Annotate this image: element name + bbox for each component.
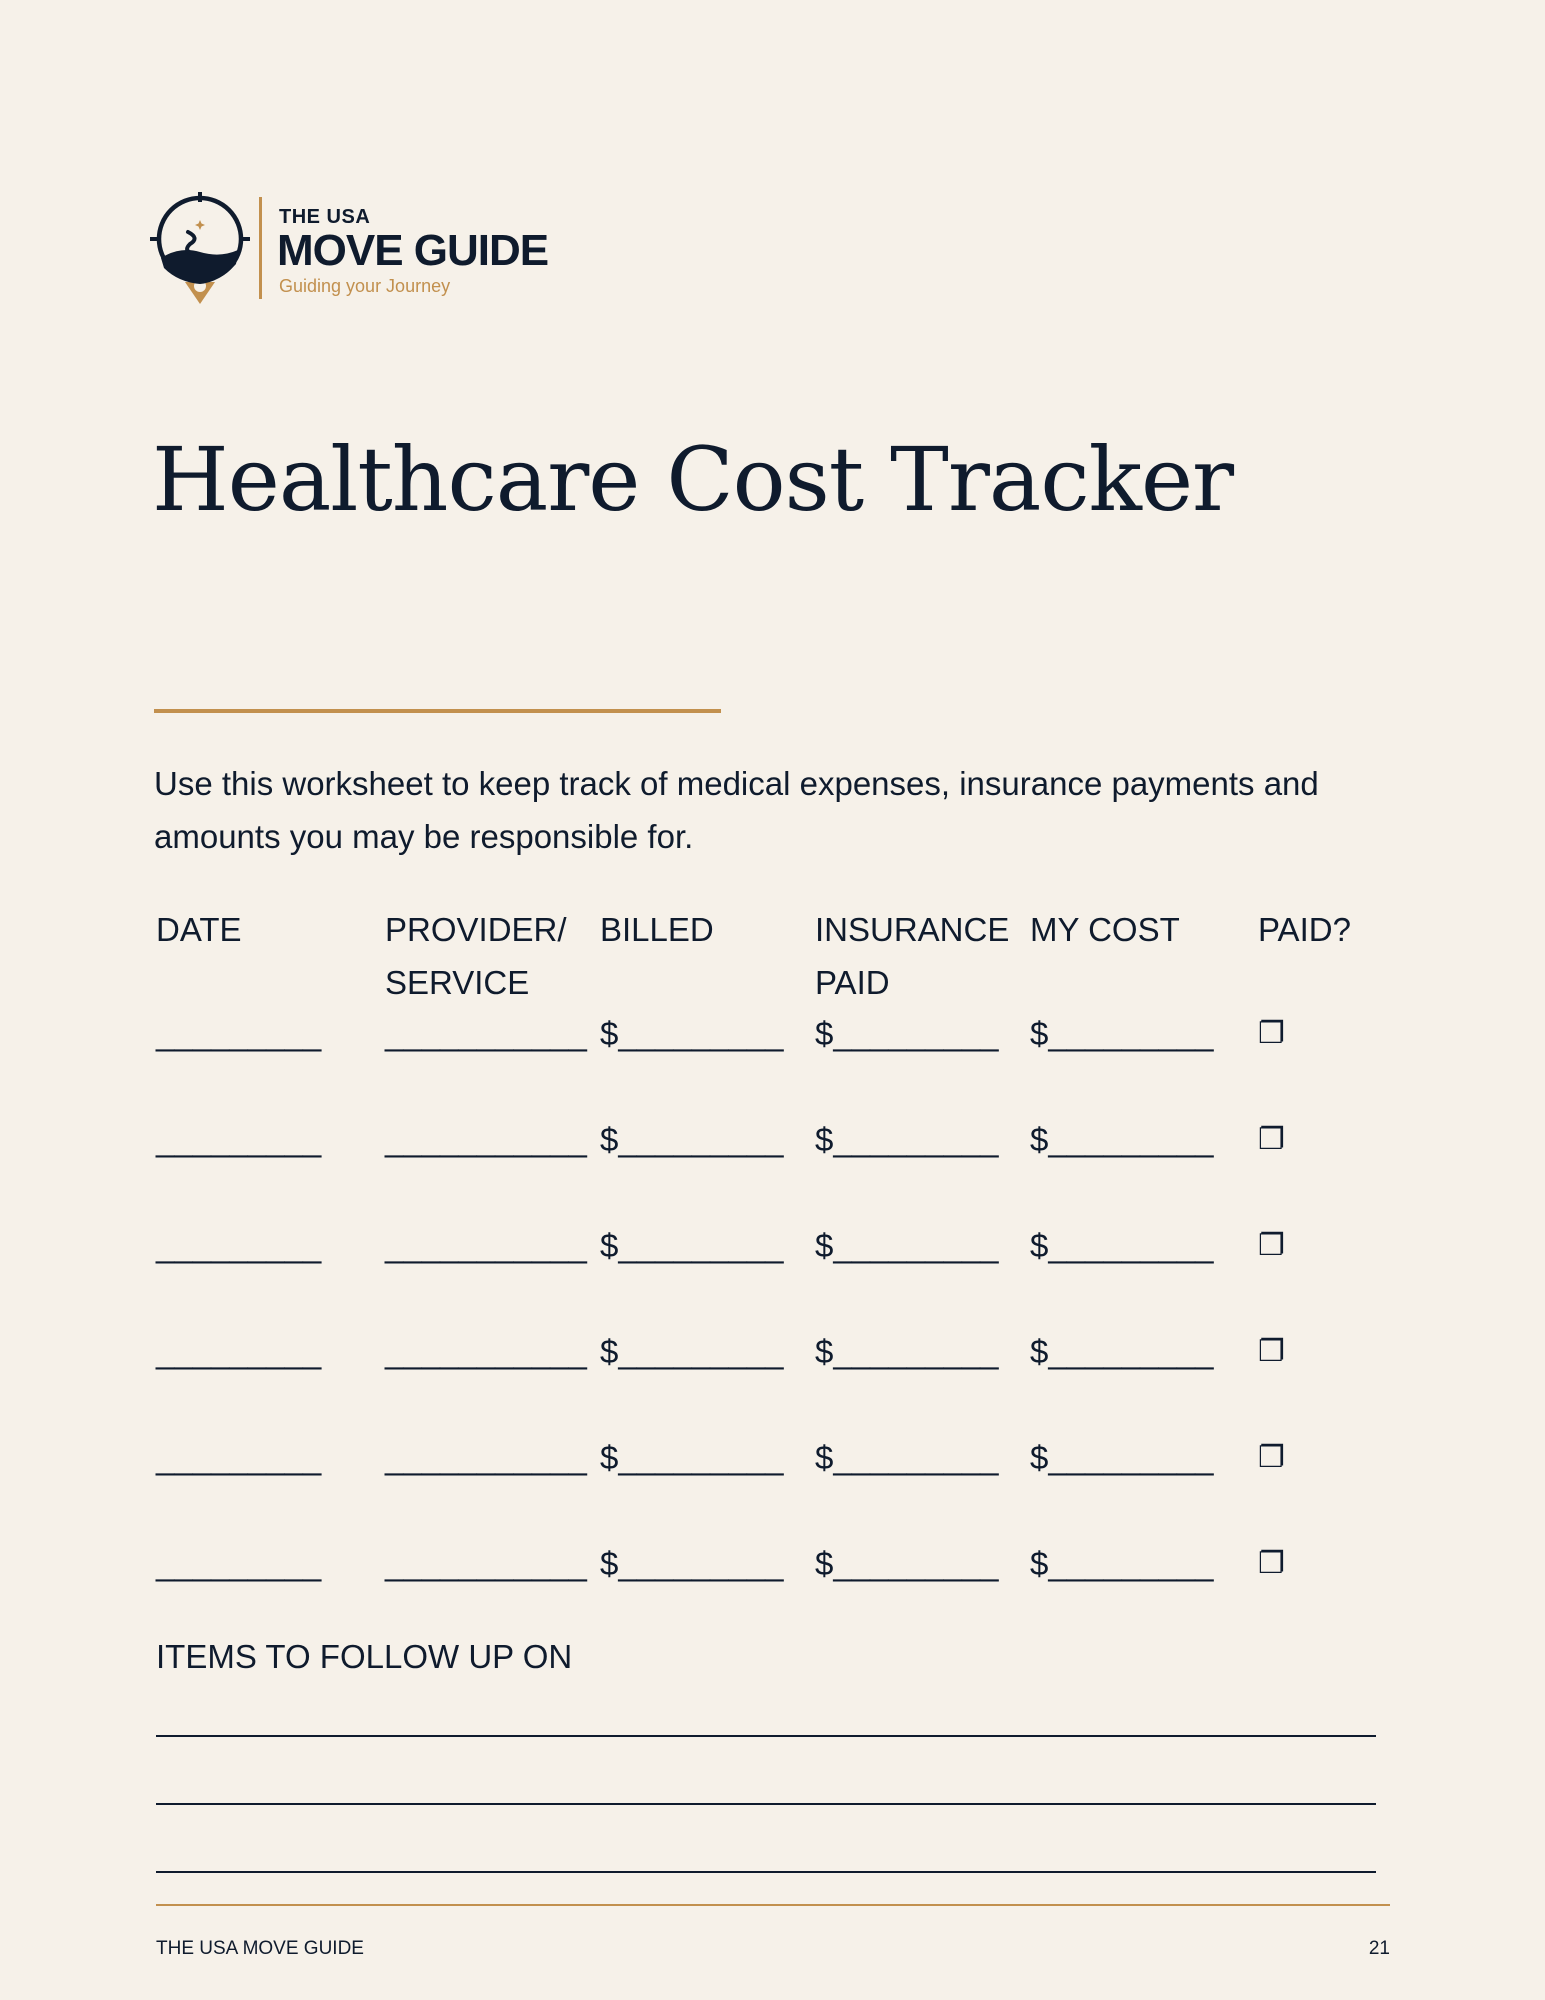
title-accent-rule [154,709,721,713]
intro-paragraph: Use this worksheet to keep track of medical expenses, insurance payments and amounts you may be responsible for. [154,765,1319,855]
insurance-blank[interactable]: $_________ [815,1439,999,1476]
followup-write-line[interactable] [156,1871,1376,1873]
paid-checkbox[interactable]: ❐ [1258,1441,1285,1474]
my-cost-blank[interactable]: $_________ [1030,1227,1214,1264]
my-cost-blank[interactable]: $_________ [1030,1439,1214,1476]
date-blank[interactable]: _________ [156,1015,322,1052]
logo-wordmark: MOVE GUIDE [277,226,549,275]
billed-blank[interactable]: $_________ [600,1545,784,1582]
insurance-blank[interactable]: $_________ [815,1333,999,1370]
followup-heading: ITEMS TO FOLLOW UP ON [156,1638,573,1675]
billed-blank[interactable]: $_________ [600,1439,784,1476]
date-blank[interactable]: _________ [156,1333,322,1370]
followup-write-line[interactable] [156,1803,1376,1805]
header-paid: PAID? [1258,911,1351,948]
followup-write-line[interactable] [156,1735,1376,1737]
date-blank[interactable]: _________ [156,1227,322,1264]
footer-rule [156,1904,1390,1906]
insurance-blank[interactable]: $_________ [815,1227,999,1264]
insurance-blank[interactable]: $_________ [815,1545,999,1582]
logo-eyebrow: THE USA [279,206,371,228]
provider-blank[interactable]: ___________ [385,1121,587,1158]
paid-checkbox[interactable]: ❐ [1258,1229,1285,1262]
billed-blank[interactable]: $_________ [600,1227,784,1264]
my-cost-blank[interactable]: $_________ [1030,1121,1214,1158]
logo-tagline: Guiding your Journey [279,276,451,296]
provider-blank[interactable]: ___________ [385,1015,587,1052]
compass-pin-icon [150,192,250,308]
paid-checkbox[interactable]: ❐ [1258,1547,1285,1580]
billed-blank[interactable]: $_________ [600,1333,784,1370]
brand-logo [150,192,570,312]
provider-blank[interactable]: ___________ [385,1545,587,1582]
billed-blank[interactable]: $_________ [600,1121,784,1158]
billed-blank[interactable]: $_________ [600,1015,784,1052]
provider-blank[interactable]: ___________ [385,1439,587,1476]
footer-label: THE USA MOVE GUIDE [156,1938,364,1959]
date-blank[interactable]: _________ [156,1439,322,1476]
header-billed: BILLED [600,911,714,948]
header-date: DATE [156,911,242,948]
page-title: Healthcare Cost Tracker [152,428,1234,531]
page-number: 21 [1368,1938,1390,1959]
date-blank[interactable]: _________ [156,1121,322,1158]
my-cost-blank[interactable]: $_________ [1030,1015,1214,1052]
my-cost-blank[interactable]: $_________ [1030,1545,1214,1582]
header-my-cost: MY COST [1030,911,1180,948]
paid-checkbox[interactable]: ❐ [1258,1017,1285,1050]
header-insurance-paid: INSURANCE PAID [815,911,1010,1001]
paid-checkbox[interactable]: ❐ [1258,1335,1285,1368]
header-provider-service: PROVIDER/ SERVICE [385,911,567,1001]
insurance-blank[interactable]: $_________ [815,1015,999,1052]
insurance-blank[interactable]: $_________ [815,1121,999,1158]
paid-checkbox[interactable]: ❐ [1258,1123,1285,1156]
provider-blank[interactable]: ___________ [385,1333,587,1370]
logo-divider [259,197,262,299]
my-cost-blank[interactable]: $_________ [1030,1333,1214,1370]
provider-blank[interactable]: ___________ [385,1227,587,1264]
date-blank[interactable]: _________ [156,1545,322,1582]
